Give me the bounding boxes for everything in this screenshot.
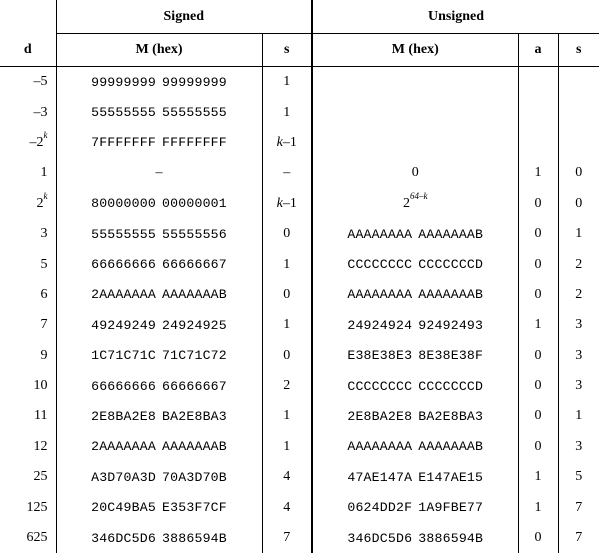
unsigned-a-cell xyxy=(518,401,558,431)
d-exponent: k xyxy=(44,191,48,201)
unsigned-s-cell xyxy=(558,492,599,522)
signed-m-cell xyxy=(56,97,262,127)
d-cell xyxy=(0,67,56,98)
unsigned-s-value: 3 xyxy=(575,348,582,363)
signed-m-high: 49249249 xyxy=(91,318,156,333)
unsigned-a-value: 0 xyxy=(535,287,542,302)
unsigned-s-value: 1 xyxy=(575,408,582,423)
signed-s-cell xyxy=(262,280,312,310)
unsigned-m-cell xyxy=(312,432,518,462)
signed-m-low: 66666667 xyxy=(162,257,227,272)
signed-m-high: A3D70A3D xyxy=(91,470,156,485)
unsigned-a-cell xyxy=(518,310,558,340)
unsigned-m-high: CCCCCCCC xyxy=(347,379,412,394)
unsigned-s-cell xyxy=(558,67,599,98)
d-cell xyxy=(0,310,56,340)
table-body xyxy=(0,67,599,553)
unsigned-a-value: 1 xyxy=(535,165,542,180)
signed-m-cell xyxy=(56,189,262,219)
unsigned-s-cell xyxy=(558,219,599,249)
d-value: –5 xyxy=(34,74,48,89)
unsigned-s-cell xyxy=(558,523,599,553)
signed-s-cell xyxy=(262,158,312,188)
signed-s-cell xyxy=(262,371,312,401)
unsigned-a-cell xyxy=(518,523,558,553)
signed-m-high: 1C71C71C xyxy=(91,348,156,363)
table-row xyxy=(0,189,599,219)
signed-m-high: 346DC5D6 xyxy=(91,531,156,546)
unsigned-s-cell xyxy=(558,462,599,492)
unsigned-m-exponent: 64–k xyxy=(410,191,428,201)
table-row xyxy=(0,97,599,127)
signed-s-cell xyxy=(262,310,312,340)
unsigned-m-low: 8E38E38F xyxy=(418,348,483,363)
signed-s-cell xyxy=(262,432,312,462)
signed-s-value: 1 xyxy=(283,317,290,332)
d-value: 5 xyxy=(41,257,48,272)
unsigned-s-cell xyxy=(558,128,599,158)
signed-m-high: 55555555 xyxy=(91,105,156,120)
unsigned-m-high: AAAAAAAA xyxy=(347,287,412,302)
unsigned-m-high: E38E38E3 xyxy=(347,348,412,363)
unsigned-a-value: 0 xyxy=(535,348,542,363)
unsigned-a-value: 0 xyxy=(535,530,542,545)
signed-m-low: AAAAAAAB xyxy=(162,439,227,454)
table-row xyxy=(0,523,599,553)
signed-s-cell xyxy=(262,523,312,553)
unsigned-s-cell xyxy=(558,97,599,127)
unsigned-s-header: s xyxy=(558,34,599,67)
signed-m-low: 00000001 xyxy=(162,196,227,211)
unsigned-a-cell xyxy=(518,158,558,188)
signed-s-value: k–1 xyxy=(277,135,297,150)
unsigned-a-value: 0 xyxy=(535,439,542,454)
signed-m-high: 66666666 xyxy=(91,379,156,394)
d-value: 6 xyxy=(41,287,48,302)
d-cell xyxy=(0,492,56,522)
signed-s-cell xyxy=(262,128,312,158)
unsigned-s-cell xyxy=(558,158,599,188)
signed-m-high: 99999999 xyxy=(91,75,156,90)
unsigned-a-value: 1 xyxy=(535,500,542,515)
signed-m-low: 55555556 xyxy=(162,227,227,242)
unsigned-group-header: Unsigned xyxy=(312,0,599,34)
unsigned-m-value: 0 xyxy=(412,165,419,180)
signed-m-high: 2E8BA2E8 xyxy=(91,409,156,424)
unsigned-m-cell xyxy=(312,158,518,188)
table-row xyxy=(0,310,599,340)
signed-s-cell xyxy=(262,249,312,279)
unsigned-s-cell xyxy=(558,280,599,310)
unsigned-m-low: CCCCCCCD xyxy=(418,257,483,272)
signed-s-value: 1 xyxy=(283,257,290,272)
unsigned-s-cell xyxy=(558,249,599,279)
unsigned-m-low: BA2E8BA3 xyxy=(418,409,483,424)
signed-m-low: AAAAAAAB xyxy=(162,287,227,302)
d-cell xyxy=(0,189,56,219)
unsigned-m-cell xyxy=(312,189,518,219)
d-value: 1 xyxy=(41,165,48,180)
d-cell xyxy=(0,280,56,310)
signed-s-cell xyxy=(262,219,312,249)
unsigned-m-low: 3886594B xyxy=(418,531,483,546)
unsigned-a-cell xyxy=(518,280,558,310)
signed-s-cell xyxy=(262,97,312,127)
signed-s-value: – xyxy=(283,165,290,180)
d-exponent: k xyxy=(44,130,48,140)
unsigned-s-cell xyxy=(558,371,599,401)
table-row xyxy=(0,462,599,492)
signed-s-value: 0 xyxy=(283,348,290,363)
signed-m-low: 66666667 xyxy=(162,379,227,394)
signed-m-high: 2AAAAAAA xyxy=(91,287,156,302)
unsigned-m-hex-header: M (hex) xyxy=(312,34,518,67)
d-column-header: d xyxy=(0,34,56,67)
unsigned-m-high: CCCCCCCC xyxy=(347,257,412,272)
unsigned-a-cell xyxy=(518,249,558,279)
d-value: 7 xyxy=(41,317,48,332)
signed-m-cell xyxy=(56,462,262,492)
signed-s-value: 0 xyxy=(283,226,290,241)
d-cell xyxy=(0,371,56,401)
unsigned-s-value: 2 xyxy=(575,287,582,302)
unsigned-m-cell xyxy=(312,219,518,249)
signed-m-low: 55555555 xyxy=(162,105,227,120)
d-value: –3 xyxy=(34,105,48,120)
signed-m-cell xyxy=(56,401,262,431)
unsigned-m-high: 47AE147A xyxy=(347,470,412,485)
signed-s-value: 1 xyxy=(283,105,290,120)
signed-m-cell xyxy=(56,249,262,279)
table-row xyxy=(0,249,599,279)
signed-m-low: 71C71C72 xyxy=(162,348,227,363)
signed-s-cell xyxy=(262,189,312,219)
signed-m-cell xyxy=(56,492,262,522)
signed-m-low: 99999999 xyxy=(162,75,227,90)
d-value: 11 xyxy=(34,408,47,423)
d-value: 3 xyxy=(41,226,48,241)
table-row xyxy=(0,67,599,98)
unsigned-a-value: 1 xyxy=(535,469,542,484)
unsigned-s-cell xyxy=(558,341,599,371)
d-cell xyxy=(0,523,56,553)
unsigned-a-value: 0 xyxy=(535,226,542,241)
unsigned-a-value: 1 xyxy=(535,317,542,332)
unsigned-m-base: 2 xyxy=(403,196,410,211)
unsigned-m-low: AAAAAAAB xyxy=(418,227,483,242)
signed-m-cell xyxy=(56,128,262,158)
unsigned-m-low: CCCCCCCD xyxy=(418,379,483,394)
signed-m-cell xyxy=(56,158,262,188)
table-row xyxy=(0,280,599,310)
signed-m-cell xyxy=(56,280,262,310)
unsigned-m-high: 2E8BA2E8 xyxy=(347,409,412,424)
signed-m-high: 7FFFFFFF xyxy=(91,135,156,150)
unsigned-m-high: AAAAAAAA xyxy=(347,439,412,454)
unsigned-m-cell xyxy=(312,341,518,371)
d-cell xyxy=(0,341,56,371)
unsigned-s-value: 3 xyxy=(575,317,582,332)
unsigned-m-cell xyxy=(312,67,518,98)
unsigned-s-value: 1 xyxy=(575,226,582,241)
unsigned-s-value: 5 xyxy=(575,469,582,484)
signed-m-low: 70A3D70B xyxy=(162,470,227,485)
d-cell xyxy=(0,97,56,127)
signed-s-value: 1 xyxy=(283,439,290,454)
unsigned-a-cell xyxy=(518,462,558,492)
unsigned-s-cell xyxy=(558,310,599,340)
d-value: 9 xyxy=(41,348,48,363)
unsigned-s-value: 2 xyxy=(575,257,582,272)
signed-m-hex-header: M (hex) xyxy=(56,34,262,67)
unsigned-a-cell xyxy=(518,341,558,371)
signed-s-value: 2 xyxy=(283,378,290,393)
d-value: 625 xyxy=(27,530,48,545)
unsigned-s-value: 7 xyxy=(575,530,582,545)
unsigned-m-low: AAAAAAAB xyxy=(418,439,483,454)
unsigned-a-cell xyxy=(518,97,558,127)
d-value: –2 xyxy=(30,135,44,150)
table-row xyxy=(0,341,599,371)
d-value: 125 xyxy=(27,500,48,515)
unsigned-m-cell xyxy=(312,371,518,401)
d-value: 12 xyxy=(34,439,48,454)
signed-m-dash: – xyxy=(156,165,163,180)
signed-m-high: 20C49BA5 xyxy=(91,500,156,515)
signed-group-header: Signed xyxy=(56,0,312,34)
unsigned-s-value: 0 xyxy=(575,165,582,180)
unsigned-a-value: 0 xyxy=(535,408,542,423)
unsigned-s-value: 7 xyxy=(575,500,582,515)
unsigned-m-cell xyxy=(312,128,518,158)
table-row xyxy=(0,401,599,431)
signed-s-cell xyxy=(262,492,312,522)
unsigned-s-cell xyxy=(558,189,599,219)
unsigned-m-cell xyxy=(312,462,518,492)
signed-m-low: 24924925 xyxy=(162,318,227,333)
unsigned-m-cell xyxy=(312,280,518,310)
signed-m-cell xyxy=(56,432,262,462)
unsigned-a-header: a xyxy=(518,34,558,67)
table-row xyxy=(0,128,599,158)
unsigned-s-cell xyxy=(558,401,599,431)
unsigned-m-cell xyxy=(312,249,518,279)
unsigned-m-cell xyxy=(312,523,518,553)
unsigned-a-cell xyxy=(518,492,558,522)
signed-s-cell xyxy=(262,341,312,371)
d-cell xyxy=(0,219,56,249)
unsigned-m-cell xyxy=(312,401,518,431)
d-cell xyxy=(0,462,56,492)
unsigned-m-low: 1A9FBE77 xyxy=(418,500,483,515)
signed-m-low: FFFFFFFF xyxy=(162,135,227,150)
d-cell xyxy=(0,128,56,158)
table-row xyxy=(0,492,599,522)
unsigned-a-cell xyxy=(518,432,558,462)
signed-s-cell xyxy=(262,67,312,98)
d-value: 2 xyxy=(37,196,44,211)
signed-s-cell xyxy=(262,462,312,492)
d-value: 25 xyxy=(34,469,48,484)
signed-m-low: 3886594B xyxy=(162,531,227,546)
signed-s-value: 1 xyxy=(283,408,290,423)
unsigned-m-high: 24924924 xyxy=(347,318,412,333)
signed-m-high: 66666666 xyxy=(91,257,156,272)
signed-m-cell xyxy=(56,341,262,371)
unsigned-m-cell xyxy=(312,97,518,127)
signed-m-cell xyxy=(56,219,262,249)
signed-m-cell xyxy=(56,67,262,98)
unsigned-m-low: E147AE15 xyxy=(418,470,483,485)
signed-m-high: 80000000 xyxy=(91,196,156,211)
unsigned-a-cell xyxy=(518,67,558,98)
signed-m-low: BA2E8BA3 xyxy=(162,409,227,424)
signed-s-value: k–1 xyxy=(277,196,297,211)
corner-cell xyxy=(0,0,56,34)
d-cell xyxy=(0,432,56,462)
unsigned-a-cell xyxy=(518,128,558,158)
unsigned-m-high: AAAAAAAA xyxy=(347,227,412,242)
unsigned-a-value: 0 xyxy=(535,378,542,393)
table-row xyxy=(0,371,599,401)
table-row xyxy=(0,432,599,462)
signed-s-header: s xyxy=(262,34,312,67)
unsigned-m-high: 0624DD2F xyxy=(347,500,412,515)
unsigned-m-cell xyxy=(312,492,518,522)
signed-s-value: 7 xyxy=(283,530,290,545)
signed-s-value: 4 xyxy=(283,500,290,515)
signed-s-value: 0 xyxy=(283,287,290,302)
signed-m-high: 55555555 xyxy=(91,227,156,242)
d-value: 10 xyxy=(34,378,48,393)
unsigned-s-value: 3 xyxy=(575,439,582,454)
unsigned-m-high: 346DC5D6 xyxy=(347,531,412,546)
table-row xyxy=(0,219,599,249)
signed-m-high: 2AAAAAAA xyxy=(91,439,156,454)
d-cell xyxy=(0,249,56,279)
d-cell xyxy=(0,158,56,188)
table-row xyxy=(0,158,599,188)
unsigned-s-cell xyxy=(558,432,599,462)
d-cell xyxy=(0,401,56,431)
unsigned-a-cell xyxy=(518,219,558,249)
unsigned-a-value: 0 xyxy=(535,196,542,211)
unsigned-m-low: AAAAAAAB xyxy=(418,287,483,302)
signed-s-cell xyxy=(262,401,312,431)
signed-s-value: 4 xyxy=(283,469,290,484)
signed-m-cell xyxy=(56,371,262,401)
unsigned-s-value: 3 xyxy=(575,378,582,393)
unsigned-a-cell xyxy=(518,371,558,401)
signed-s-value: 1 xyxy=(283,74,290,89)
unsigned-a-cell xyxy=(518,189,558,219)
unsigned-s-value: 0 xyxy=(575,196,582,211)
signed-m-cell xyxy=(56,523,262,553)
unsigned-m-cell xyxy=(312,310,518,340)
signed-m-low: E353F7CF xyxy=(162,500,227,515)
signed-m-cell xyxy=(56,310,262,340)
unsigned-a-value: 0 xyxy=(535,257,542,272)
unsigned-m-low: 92492493 xyxy=(418,318,483,333)
